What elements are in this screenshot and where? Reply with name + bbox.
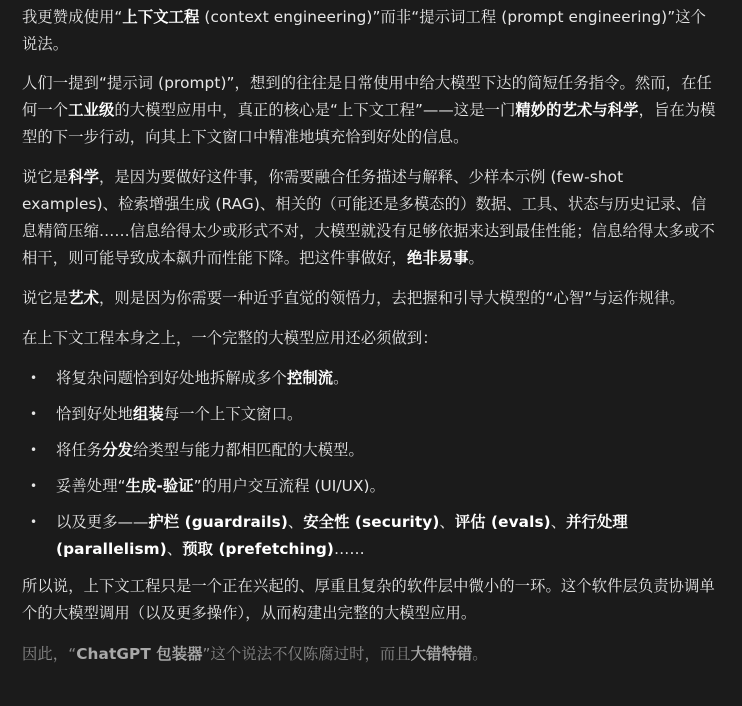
list-item: • 将复杂问题恰到好处地拆解成多个控制流。 (56, 365, 720, 392)
bullet-icon: • (30, 443, 38, 457)
paragraph-intro: 我更赞成使用“上下文工程 (context engineering)”而非“提示词工程 (prompt engineering)”这个说法。 (22, 8, 707, 53)
paragraph-science: 说它是科学，是因为要做好这件事，你需要融合任务描述与解释、少样本示例 (few-shot examples)、检索增强生成 (RAG)、相关的（可能还是多模态的）数据、工具、状态与历史记录、信息精简压缩……信息给得太少或形式不对，大模型就没有足够依据来达到最佳性能；信息给得太多或不相干，则可能导致成本飙升而性能下降。把这件事做好，绝非易事。 (22, 168, 715, 267)
emphasis-chatgpt-wrapper: ChatGPT 包装器 (76, 645, 203, 663)
list-item: • 将任务分发给类型与能力都相匹配的大模型。 (56, 437, 720, 464)
bullet-icon: • (30, 371, 38, 385)
list-item: • 妥善处理“生成-验证”的用户交互流程 (UI/UX)。 (56, 473, 720, 500)
emphasis-not-easy: 绝非易事 (406, 249, 469, 267)
emphasis-art-science: 精妙的艺术与科学 (515, 101, 639, 119)
emphasis-industrial: 工业级 (68, 101, 115, 119)
paragraph-art: 说它是艺术，则是因为你需要一种近乎直觉的领悟力，去把握和引导大模型的“心智”与运作规律。 (22, 289, 685, 307)
emphasis-very-wrong: 大错特错 (410, 645, 473, 663)
list-item: • 以及更多——护栏 (guardrails)、安全性 (security)、评估 (evals)、并行处理 (parallelism)、预取 (prefetching)…… (56, 509, 720, 563)
paragraph-conclusion: 因此，“ChatGPT 包装器”这个说法不仅陈腐过时，而且大错特错。 (22, 645, 488, 663)
paragraph-software-layer: 所以说，上下文工程只是一个正在兴起的、厚重且复杂的软件层中微小的一环。这个软件层负责协调单个的大模型调用（以及更多操作），从而构建出完整的大模型应用。 (22, 577, 715, 622)
emphasis-context-engineering: 上下文工程 (122, 8, 200, 26)
bullet-icon: • (30, 479, 38, 493)
paragraph-requirements: 在上下文工程本身之上，一个完整的大模型应用还必须做到： (22, 329, 438, 347)
requirements-list (22, 365, 720, 563)
paragraph-prompt: 人们一提到“提示词 (prompt)”，想到的往往是日常使用中给大模型下达的简短任务指令。然而，在任何一个工业级的大模型应用中，真正的核心是“上下文工程”——这是一门精妙的艺术与科学，旨在为模型的下一步行动，向其上下文窗口中精准地填充恰到好处的信息。 (22, 74, 716, 146)
bullet-icon: • (30, 407, 38, 421)
emphasis-art: 艺术 (68, 289, 99, 307)
emphasis-science: 科学 (68, 168, 99, 186)
list-item: • 恰到好处地组装每一个上下文窗口。 (56, 401, 720, 428)
bullet-icon: • (30, 515, 38, 529)
